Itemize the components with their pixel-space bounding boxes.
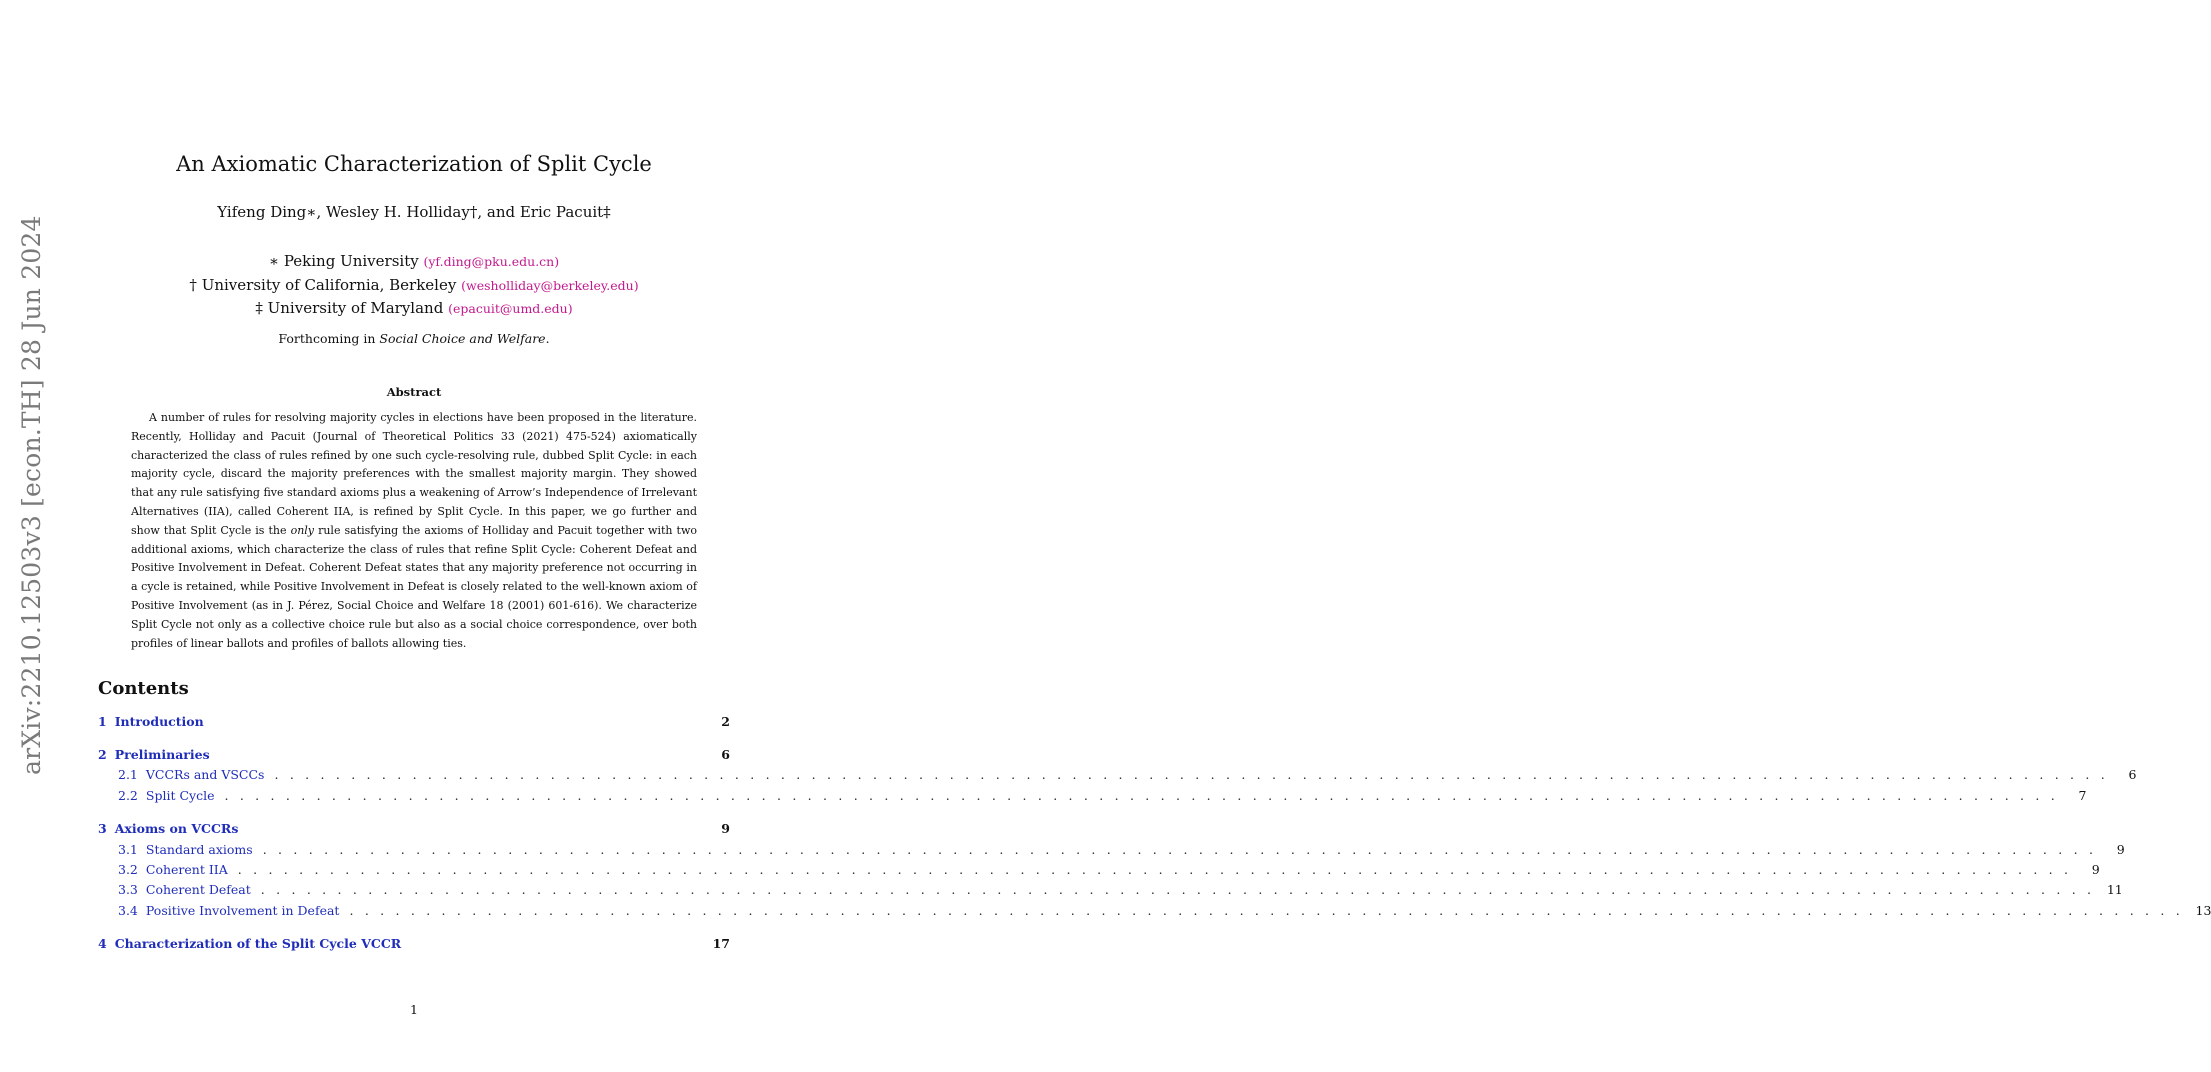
toc-entry-link[interactable]: Preliminaries	[114, 747, 210, 762]
affiliation-maryland: ‡ University of Maryland (epacuit@umd.edu)	[255, 299, 573, 317]
toc-entry-number[interactable]: 2.2	[118, 788, 138, 803]
toc-leader-dots: . . . . . . . . . . . . . . . . . . . . . . . . . . . . . . . . . . . . . . . . . . . . . . . . . . . . . . . . . . . . . . . . . . . . . . . . . . . . . . . . . . . . . . . . . . . . . . . . . . . . . . . . . . . . . . . . . . . . . . . .	[237, 862, 2072, 877]
toc-entry-page: 11	[2106, 882, 2123, 897]
toc-leader-dots: . . . . . . . . . . . . . . . . . . . . . . . . . . . . . . . . . . . . . . . . . . . . . . . . . . . . . . . . . . . . . . . . . . . . . . . . . . . . . . . . . . . . . . . . . . . . . . . . . . . . . . . . . . . . . . . . . . . . . . . .	[260, 882, 2095, 897]
toc-entry[interactable]	[98, 788, 2087, 806]
email-link[interactable]: epacuit@umd.edu	[452, 301, 568, 316]
toc-entry-page: 17	[712, 936, 730, 951]
publication-note: Forthcoming in Social Choice and Welfare.	[278, 331, 550, 346]
affiliation-name: Peking University	[283, 252, 419, 270]
email-link[interactable]: yf.ding@pku.edu.cn	[428, 254, 555, 269]
toc-entry-link[interactable]: Introduction	[114, 714, 204, 729]
arxiv-identifier: arXiv:2210.12503v3 [econ.TH] 28 Jun 2024	[17, 215, 46, 775]
toc-entry-number[interactable]: 3.4	[118, 903, 138, 918]
toc-entry-page: 6	[721, 747, 730, 762]
toc-entry-link[interactable]: Standard axioms	[145, 842, 253, 857]
affiliation-name: University of Maryland	[267, 299, 444, 317]
toc-entry-number[interactable]: 1	[98, 714, 107, 729]
affiliation-mark: ‡	[255, 299, 263, 317]
affiliation-mark: †	[189, 275, 197, 294]
paper-title: An Axiomatic Characterization of Split Cycle	[176, 152, 652, 176]
toc-entry-page: 13	[2195, 903, 2211, 918]
toc-entry[interactable]	[98, 842, 2125, 860]
toc-entry-page: 7	[2078, 788, 2087, 803]
affiliation-berkeley: † University of California, Berkeley (wesholliday@berkeley.edu)	[189, 275, 639, 294]
toc-entry-page: 9	[721, 821, 730, 836]
affiliations	[0, 250, 828, 321]
toc-leader-dots: . . . . . . . . . . . . . . . . . . . . . . . . . . . . . . . . . . . . . . . . . . . . . . . . . . . . . . . . . . . . . . . . . . . . . . . . . . . . . . . . . . . . . . . . . . . . . . . . . . . . . . . . . . . . . . . . . . . . . . . .	[224, 788, 2059, 803]
email-link[interactable]: wesholliday@berkeley.edu	[466, 277, 634, 293]
page-number: 1	[410, 1002, 418, 1017]
toc-entry[interactable]	[98, 747, 730, 765]
affiliation-name: University of California, Berkeley	[201, 275, 457, 294]
affiliation-peking: ∗ Peking University (yf.ding@pku.edu.cn)	[268, 252, 560, 270]
toc-entry[interactable]	[98, 862, 2100, 880]
affiliation-mark: ∗	[268, 252, 280, 270]
toc-entry-number[interactable]: 4	[98, 936, 107, 951]
toc-entry-link[interactable]: Axioms on VCCRs	[114, 821, 239, 836]
toc-entry-number[interactable]: 2	[98, 747, 107, 762]
toc-entry-link[interactable]: Characterization of the Split Cycle VCCR	[114, 936, 402, 951]
toc-entry-link[interactable]: Coherent Defeat	[145, 882, 251, 897]
toc-leader-dots: . . . . . . . . . . . . . . . . . . . . . . . . . . . . . . . . . . . . . . . . . . . . . . . . . . . . . . . . . . . . . . . . . . . . . . . . . . . . . . . . . . . . . . . . . . . . . . . . . . . . . . . . . . . . . . . . . . . . . . . .	[349, 903, 2184, 918]
journal-name: Social Choice and Welfare	[379, 331, 546, 346]
toc-entry[interactable]	[98, 936, 730, 954]
toc-entry-number[interactable]: 3	[98, 821, 107, 836]
toc-entry-page: 9	[2116, 842, 2125, 857]
toc-entry-number[interactable]: 3.2	[118, 862, 138, 877]
toc-leader-dots: . . . . . . . . . . . . . . . . . . . . . . . . . . . . . . . . . . . . . . . . . . . . . . . . . . . . . . . . . . . . . . . . . . . . . . . . . . . . . . . . . . . . . . . . . . . . . . . . . . . . . . . . . . . . . . . . . . . . . . . .	[274, 767, 2109, 782]
contents-heading: Contents	[98, 678, 189, 699]
toc-leader-dots: . . . . . . . . . . . . . . . . . . . . . . . . . . . . . . . . . . . . . . . . . . . . . . . . . . . . . . . . . . . . . . . . . . . . . . . . . . . . . . . . . . . . . . . . . . . . . . . . . . . . . . . . . . . . . . . . . . . . . . . .	[262, 842, 2097, 857]
abstract-body: A number of rules for resolving majority cycles in elections have been proposed in the literature. Recently, Holliday and Pacuit (Journal of Theoretical Politics 33 (2021) 475-524) axiomatically characterized the class of rules refined by one such cycle-resolving rule, dubbed Split Cycle: in each majority cycle, discard the majority preferences with the smallest majority margin. They showed that any rule satisfying five standard axioms plus a weakening of Arrow’s Independence of Irrelevant Alternatives (IIA), called Coherent IIA, is refined by Split Cycle. In this paper, we go further and show that Split Cycle is the only rule satisfying the axioms of Holliday and Pacuit together with two additional axioms, which characterize the class of rules that refine Split Cycle: Coherent Defeat and Positive Involvement in Defeat. Coherent Defeat states that any majority preference not occurring in a cycle is retained, while Positive Involvement in Defeat is closely related to the well-known axiom of Positive Involvement (as in J. Pérez, Social Choice and Welfare 18 (2001) 601-616). We characterize Split Cycle not only as a collective choice rule but also as a social choice correspondence, over both profiles of linear ballots and profiles of ballots allowing ties.	[131, 411, 698, 650]
toc-entry-page: 2	[721, 714, 730, 729]
toc-entry[interactable]	[98, 882, 2123, 900]
abstract-heading: Abstract	[386, 385, 442, 399]
toc-entry-number[interactable]: 3.3	[118, 882, 138, 897]
toc-entry-link[interactable]: VCCRs and VSCCs	[145, 767, 265, 782]
toc-entry-page: 9	[2091, 862, 2100, 877]
toc-entry-link[interactable]: Positive Involvement in Defeat	[145, 903, 340, 918]
toc-entry[interactable]	[98, 903, 2211, 921]
toc-entry-number[interactable]: 2.1	[118, 767, 138, 782]
toc-entry-number[interactable]: 3.1	[118, 842, 138, 857]
toc-entry[interactable]	[98, 714, 730, 732]
toc-entry[interactable]	[98, 821, 730, 839]
toc-entry-link[interactable]: Coherent IIA	[145, 862, 228, 877]
author-list: Yifeng Ding∗, Wesley H. Holliday†, and Eric Pacuit‡	[217, 203, 611, 221]
toc-entry-page: 6	[2128, 767, 2137, 782]
toc-entry-link[interactable]: Split Cycle	[145, 788, 215, 803]
toc-entry[interactable]	[98, 767, 2137, 785]
